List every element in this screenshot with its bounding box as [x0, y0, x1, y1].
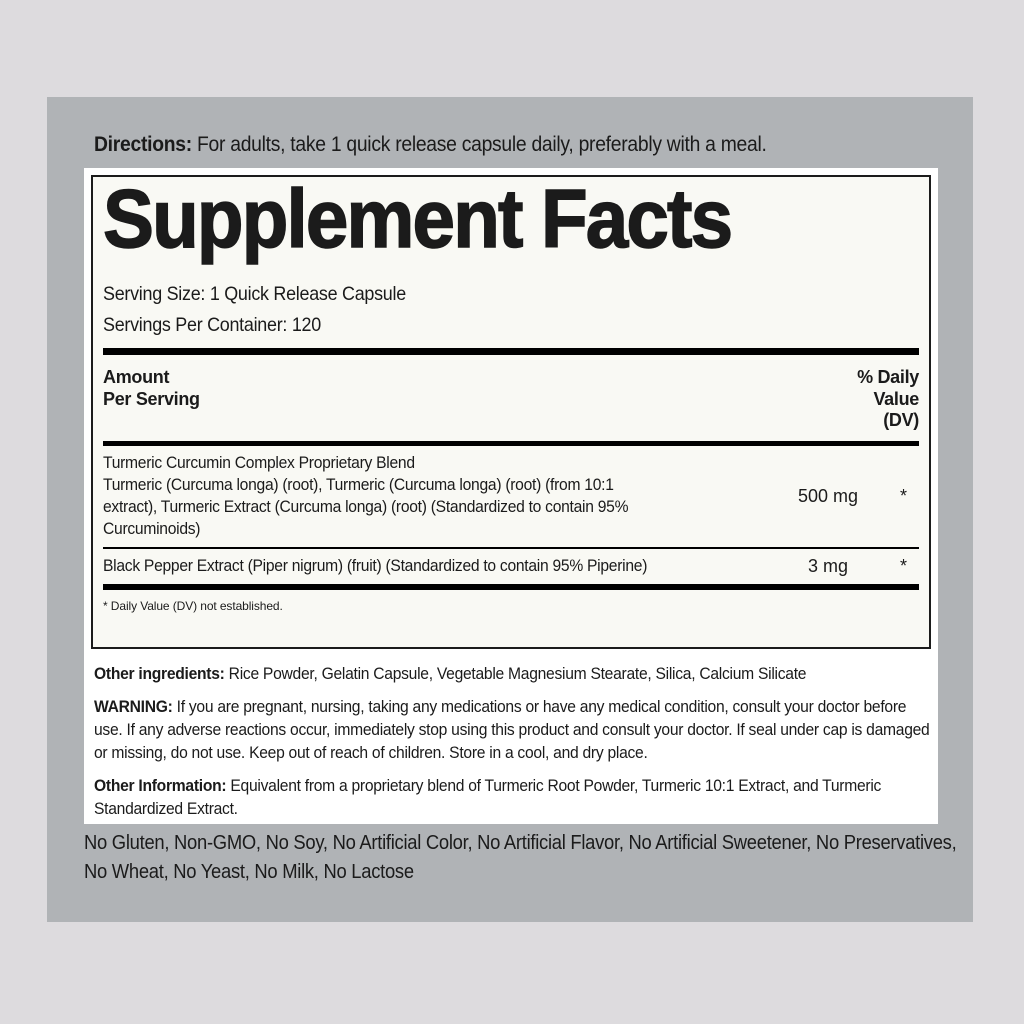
dv-asterisk: * [899, 485, 907, 506]
supplement-facts-panel [84, 168, 938, 824]
blend-title: Turmeric Curcumin Complex Proprietary Blend [103, 453, 415, 472]
table-header [103, 355, 919, 441]
other-information-label: Other Information: [94, 776, 227, 795]
column-header-daily-value: % Daily Value (DV) [857, 367, 919, 430]
ingredient-name [103, 452, 648, 540]
ingredient-row [103, 549, 919, 584]
other-ingredients-body: Rice Powder, Gelatin Capsule, Vegetable Magnesium Stearate, Silica, Calcium Silicate [228, 664, 807, 683]
serving-size: Serving Size: 1 Quick Release Capsule [103, 283, 406, 305]
ingredient-amount: 3 mg [807, 555, 849, 576]
other-ingredients-text [94, 662, 934, 685]
dv-footnote: * Daily Value (DV) not established. [103, 598, 283, 613]
column-header-amount: Amount Per Serving [103, 367, 200, 409]
ingredient-row [103, 446, 919, 547]
heavy-rule [103, 348, 919, 355]
claims-text: No Gluten, Non-GMO, No Soy, No Artificial Color, No Artificial Flavor, No Artificial Sweetener, No Preservatives, No Wheat, No Yeast, No Milk, No Lactose [84, 832, 957, 883]
facts-box [91, 175, 931, 649]
dv-asterisk: * [899, 555, 907, 576]
other-information-body: Equivalent from a proprietary blend of Turmeric Root Powder, Turmeric 10:1 Extract, and Turmeric Standardized Extract. [94, 776, 882, 818]
servings-per-container: Servings Per Container: 120 [103, 314, 321, 336]
warning-label: WARNING: [94, 697, 173, 716]
directions-text [94, 133, 1014, 157]
blend-components: Turmeric (Curcuma longa) (root), Turmeric (Curcuma longa) (root) (from 10:1 extract), Turmeric Extract (Curcuma longa) (root) (Standardized to contain 95% Curcuminoids) [103, 475, 629, 538]
directions-body: For adults, take 1 quick release capsule daily, preferably with a meal. [196, 133, 767, 156]
other-information-text [94, 774, 934, 820]
ingredient-amount: 500 mg [797, 485, 859, 506]
warning-text [94, 695, 934, 764]
label-card [47, 97, 973, 922]
warning-body: If you are pregnant, nursing, taking any medications or have any medical condition, consult your doctor before use. If any adverse reactions occur, immediately stop using this product and consult your doctor. If seal under cap is damaged or missing, do not use. Keep out of reach of children. Store in a cool, and dry place. [94, 697, 930, 762]
facts-title: Supplement Facts [103, 175, 732, 265]
other-ingredients-label: Other ingredients: [94, 664, 225, 683]
directions-label: Directions: [94, 133, 192, 156]
ingredient-name: Black Pepper Extract (Piper nigrum) (fruit) (Standardized to contain 95% Piperine) [103, 556, 648, 575]
